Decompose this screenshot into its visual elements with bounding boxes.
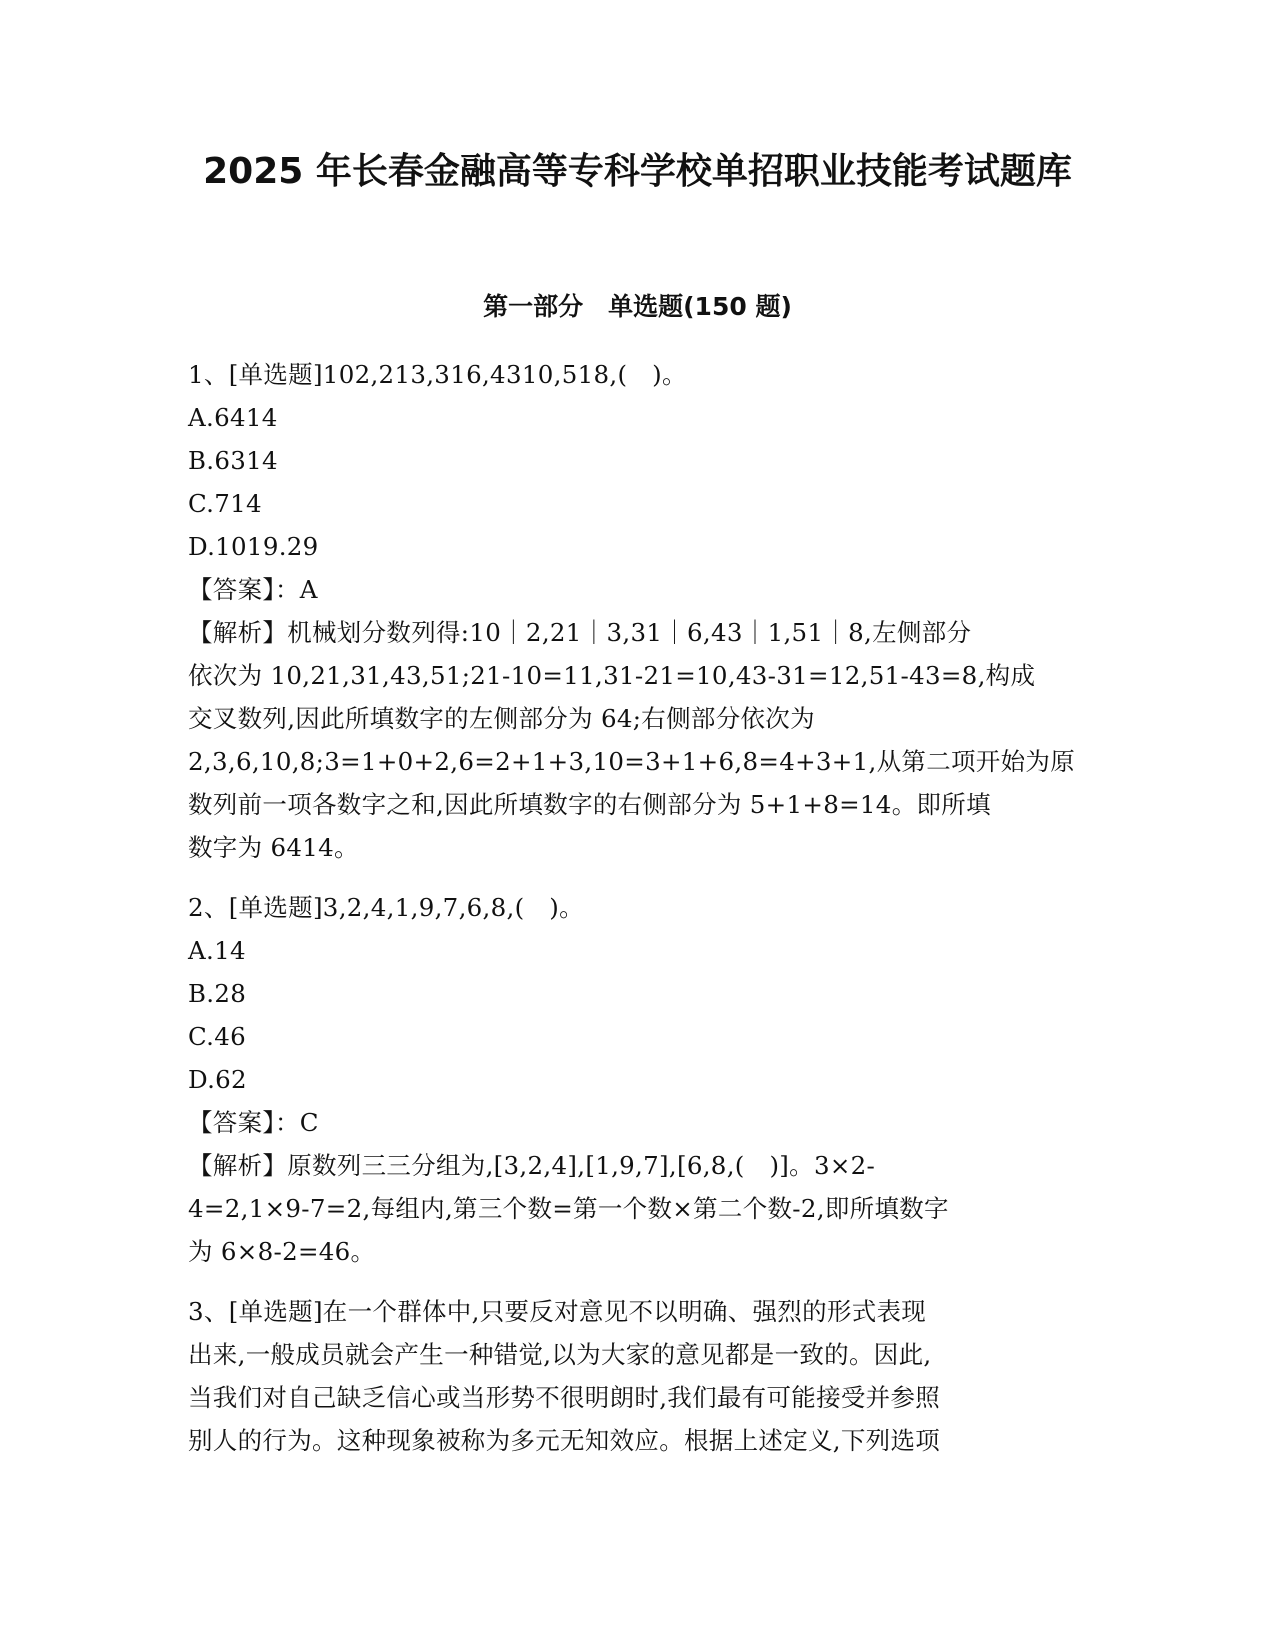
question-stem: 2、[单选题]3,2,4,1,9,7,6,8,( )。 [188,893,584,922]
option-b: B.6314 [188,446,278,475]
document-title: 2025 年长春金融高等专科学校单招职业技能考试题库 [203,151,1072,192]
question-list [188,353,1088,1462]
analysis-line: 数列前一项各数字之和,因此所填数字的右侧部分为 5+1+8=14。即所填 [188,790,991,819]
analysis-line: 【解析】机械划分数列得:10｜2,21｜3,31｜6,43｜1,51｜8,左侧部分 [188,618,972,647]
analysis-line: 4=2,1×9-7=2,每组内,第三个数=第一个数×第二个数-2,即所填数字 [188,1194,949,1223]
analysis-line: 交叉数列,因此所填数字的左侧部分为 64;右侧部分依次为 [188,704,815,733]
question-stem-line: 当我们对自己缺乏信心或当形势不很明朗时,我们最有可能接受并参照 [188,1383,941,1412]
option-d: D.1019.29 [188,532,319,561]
analysis-line: 2,3,6,10,8;3=1+0+2,6=2+1+3,10=3+1+6,8=4+3+1,从第二项开始为原 [188,747,1076,776]
option-d: D.62 [188,1065,247,1094]
question-stem-line: 出来,一般成员就会产生一种错觉,以为大家的意见都是一致的。因此, [188,1340,932,1369]
analysis-line: 为 6×8-2=46。 [188,1237,376,1266]
option-c: C.46 [188,1022,247,1051]
section-title: 第一部分 单选题(150 题) [483,292,792,321]
answer-line: 【答案】：C [188,1108,319,1137]
option-b: B.28 [188,979,247,1008]
question-stem: 1、[单选题]102,213,316,4310,518,( )。 [188,360,687,389]
analysis-line: 数字为 6414。 [188,833,359,862]
analysis-line: 【解析】原数列三三分组为,[3,2,4],[1,9,7],[6,8,( )]。3×2- [188,1151,876,1180]
option-a: A.6414 [188,403,278,432]
analysis-line: 依次为 10,21,31,43,51;21-10=11,31-21=10,43-31=12,51-43=8,构成 [188,661,1036,690]
question-stem-line: 别人的行为。这种现象被称为多元无知效应。根据上述定义,下列选项 [188,1426,941,1455]
question-2 [188,886,1088,1273]
answer-line: 【答案】：A [188,575,318,604]
option-c: C.714 [188,489,262,518]
question-1 [188,353,1088,869]
question-stem-line: 3、[单选题]在一个群体中,只要反对意见不以明确、强烈的形式表现 [188,1297,927,1326]
question-3 [188,1290,1088,1462]
option-a: A.14 [188,936,246,965]
